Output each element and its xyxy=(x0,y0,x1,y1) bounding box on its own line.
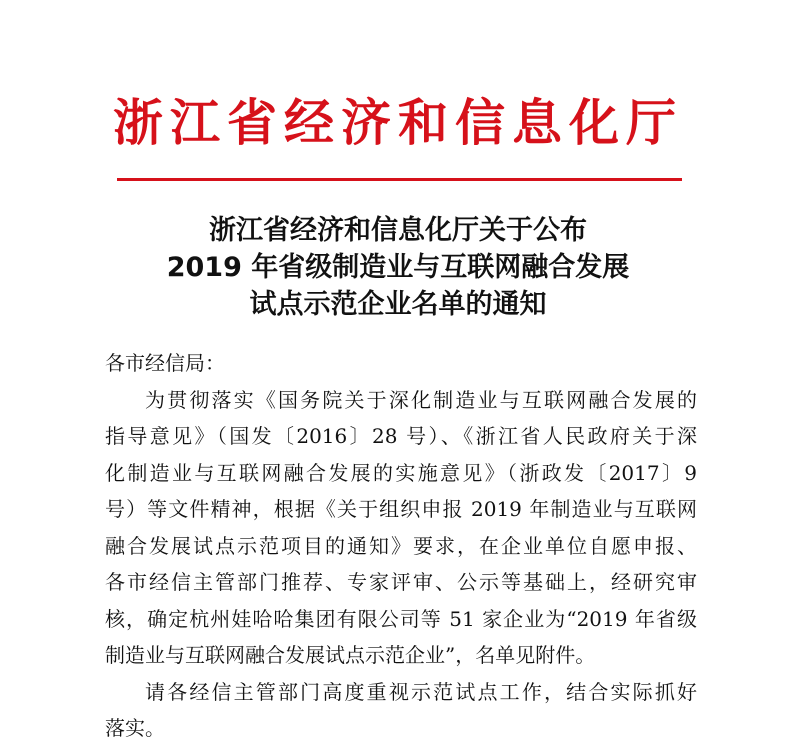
document-body xyxy=(105,345,697,747)
body-line: 制造业与互联网融合发展试点示范企业”，名单见附件。 xyxy=(105,643,596,667)
red-divider xyxy=(117,178,682,181)
issuer-masthead: 浙江省经济和信息化厅 xyxy=(113,94,683,152)
body-line: 化制造业与互联网融合发展的实施意见》（浙政发〔2017〕9 xyxy=(105,460,697,485)
salutation: 各市经信局： xyxy=(105,351,225,375)
body-line: 为贯彻落实《国务院关于深化制造业与互联网融合发展的 xyxy=(145,387,697,412)
title-line: 2019 年省级制造业与互联网融合发展 xyxy=(166,252,630,283)
body-line: 号）等文件精神，根据《关于组织申报 2019 年制造业与互联网 xyxy=(105,497,697,521)
document-title xyxy=(0,212,796,323)
body-line: 指导意见》（国发〔2016〕28 号）、《浙江省人民政府关于深 xyxy=(105,424,697,448)
body-paragraph-1 xyxy=(105,382,697,674)
title-line: 浙江省经济和信息化厅关于公布 xyxy=(209,215,587,246)
body-line: 各市经信主管部门推荐、专家评审、公示等基础上，经研究审 xyxy=(105,570,697,594)
body-line: 落实。 xyxy=(105,716,165,740)
body-line: 请各经信主管部门高度重视示范试点工作，结合实际抓好 xyxy=(145,679,697,704)
body-line: 核，确定杭州娃哈哈集团有限公司等 51 家企业为“2019 年省级 xyxy=(105,606,697,631)
title-line: 试点示范企业名单的通知 xyxy=(249,289,547,320)
body-paragraph-2 xyxy=(105,674,697,747)
body-line: 融合发展试点示范项目的通知》要求，在企业单位自愿申报、 xyxy=(105,533,697,558)
